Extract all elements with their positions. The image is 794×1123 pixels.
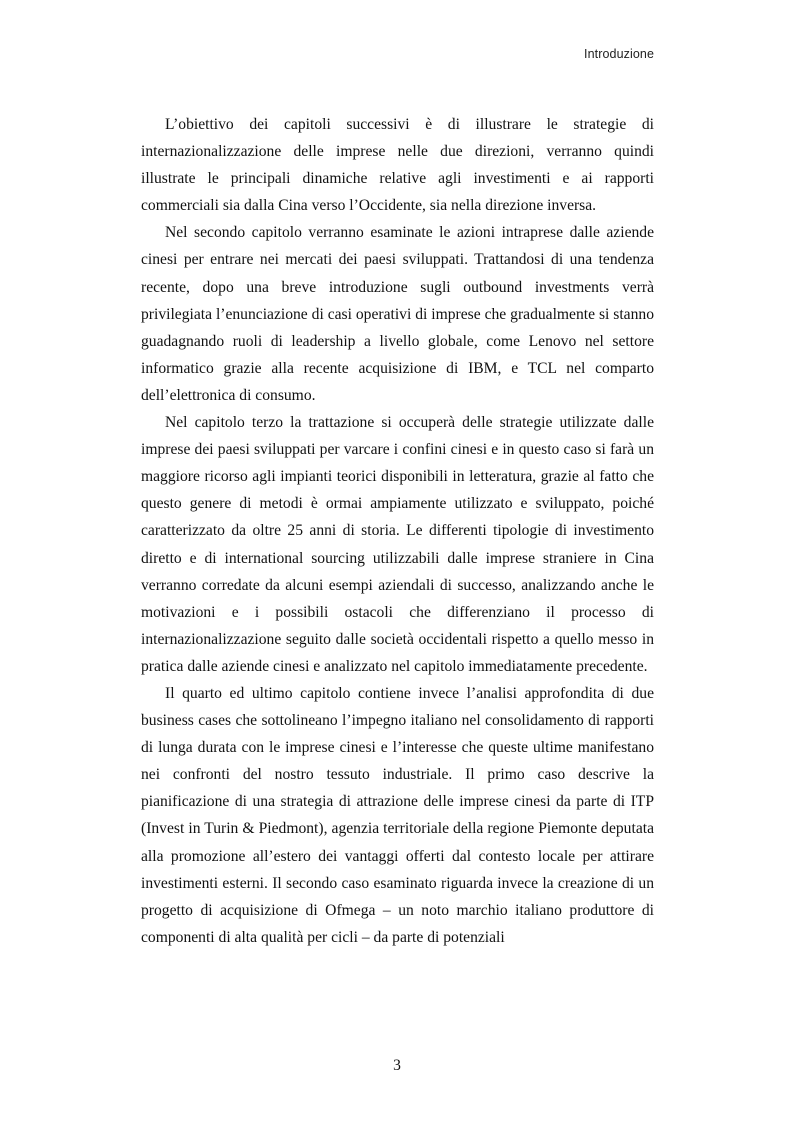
paragraph-third-chapter: Nel capitolo terzo la trattazione si occuperà delle strategie utilizzate dalle imprese dei paesi sviluppati per varcare i confini cinesi e in questo caso si farà un maggiore ricorso agli impianti teorici disponibili in letteratura, grazie al fatto che questo genere di metodi è ormai ampiamente utilizzato e sviluppato, poiché caratterizzato da oltre 25 anni di storia. Le differenti tipologie di investimento diretto e di international sourcing utilizzabili dalle imprese straniere in Cina verranno corredate da alcuni esempi aziendali di successo, analizzando anche le motivazioni e i possibili ostacoli che differenziano il processo di internazionalizzazione seguito dalle società occidentali rispetto a quello messo in pratica dalle aziende cinesi e analizzato nel capitolo immediatamente precedente. <box>141 414 654 675</box>
body-text <box>141 111 654 951</box>
page-number: 3 <box>393 1057 401 1074</box>
paragraph-intro-objective: L’obiettivo dei capitoli successivi è di illustrare le strategie di internazionalizzazione delle imprese nelle due direzioni, verranno quindi illustrate le principali dinamiche relative agli investimenti e ai rapporti commerciali sia dalla Cina verso l’Occidente, sia nella direzione inversa. <box>141 116 654 215</box>
paragraph-fourth-chapter: Il quarto ed ultimo capitolo contiene invece l’analisi approfondita di due business cases che sottolineano l’impegno italiano nel consolidamento di rapporti di lunga durata con le imprese cinesi e l’interesse che queste ultime manifestano nei confronti del nostro tessuto industriale. Il primo caso descrive la pianificazione di una strategia di attrazione delle imprese cinesi da parte di ITP (Invest in Turin & Piedmont), agenzia territoriale della regione Piemonte deputata alla promozione all’estero dei vantaggi offerti dal contesto locale per attirare investimenti esterni. Il secondo caso esaminato riguarda invece la creazione di un progetto di acquisizione di Ofmega – un noto marchio italiano produttore di componenti di alta qualità per cicli – da parte di potenziali <box>141 684 654 946</box>
paragraph-second-chapter: Nel secondo capitolo verranno esaminate le azioni intraprese dalle aziende cinesi per entrare nei mercati dei paesi sviluppati. Trattandosi di una tendenza recente, dopo una breve introduzione sugli outbound investments verrà privilegiata l’enunciazione di casi operativi di imprese che gradualmente si stanno guadagnando ruoli di leadership a livello globale, come Lenovo nel settore informatico grazie alla recente acquisizione di IBM, e TCL nel comparto dell’elettronica di consumo. <box>141 224 654 404</box>
running-header-title: Introduzione <box>584 47 654 61</box>
